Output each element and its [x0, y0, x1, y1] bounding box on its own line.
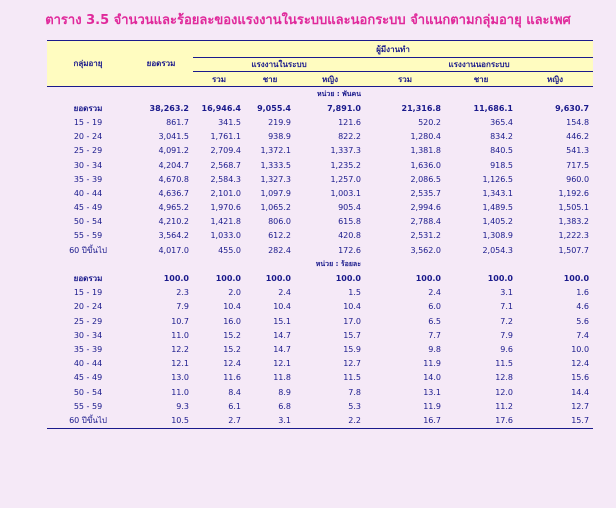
value-cell: 5.3 — [348, 401, 361, 411]
value-cell: 1,308.9 — [482, 231, 513, 241]
value-cell: 2,994.6 — [410, 203, 441, 213]
value-cell: 100.0 — [163, 274, 189, 284]
value-cell: 16.7 — [365, 413, 445, 428]
value-cell: 10.4 — [343, 302, 361, 312]
value-cell: 4,636.7 — [158, 188, 189, 198]
table-row-total — [47, 271, 593, 285]
value-cell: 1,372.1 — [260, 146, 291, 156]
value-cell: 21,316.8 — [401, 103, 441, 113]
age-group-cell: 20 - 24 — [73, 302, 103, 312]
value-cell: 2.7 — [193, 413, 245, 428]
value-cell: 10.5 — [129, 413, 193, 428]
value-cell: 3.1 — [500, 288, 513, 298]
value-cell: 11.6 — [223, 373, 241, 383]
age-group-cell: ยอดรวม — [73, 103, 103, 113]
value-cell: 6.0 — [428, 302, 441, 312]
table-row — [47, 286, 593, 300]
table-row — [47, 144, 593, 158]
unit-row — [47, 257, 593, 271]
unit-row — [47, 87, 593, 102]
header-informal-female: หญิง — [517, 72, 593, 87]
value-cell: 17.0 — [343, 316, 361, 326]
value-cell: 1,421.8 — [210, 217, 241, 227]
table-row — [47, 342, 593, 356]
age-group-cell: 15 - 19 — [73, 117, 103, 127]
header-total: ยอดรวม — [129, 41, 193, 87]
table-row — [47, 385, 593, 399]
value-cell: 2,788.4 — [410, 217, 441, 227]
value-cell: 2,568.7 — [210, 160, 241, 170]
value-cell: 4,204.7 — [158, 160, 189, 170]
value-cell: 14.4 — [571, 387, 590, 397]
value-cell: 1,383.2 — [558, 217, 590, 227]
table-body — [47, 87, 593, 429]
value-cell: 1,381.8 — [410, 146, 441, 156]
value-cell: 2.0 — [228, 288, 241, 298]
value-cell: 1,333.5 — [260, 160, 291, 170]
value-cell: 14.7 — [273, 344, 291, 354]
value-cell: 6.1 — [228, 401, 241, 411]
value-cell: 455.0 — [218, 245, 241, 255]
value-cell: 13.0 — [171, 373, 189, 383]
value-cell: 3.1 — [245, 413, 295, 428]
value-cell: 861.7 — [166, 117, 189, 127]
age-group-cell: 25 - 29 — [73, 316, 103, 326]
unit-label-percent: หน่วย : ร้อยละ — [315, 259, 361, 268]
value-cell: 1,033.0 — [210, 231, 241, 241]
value-cell: 918.5 — [490, 160, 513, 170]
table-row — [47, 300, 593, 314]
value-cell: 806.0 — [268, 217, 291, 227]
table-row — [47, 243, 593, 257]
value-cell: 10.7 — [171, 316, 189, 326]
value-cell: 1,505.1 — [558, 203, 590, 213]
table-row-total — [47, 101, 593, 115]
value-cell: 4,017.0 — [158, 245, 189, 255]
value-cell: 16,946.4 — [201, 103, 241, 113]
value-cell: 10.4 — [273, 302, 291, 312]
value-cell: 14.7 — [273, 330, 291, 340]
value-cell: 15.9 — [343, 344, 361, 354]
value-cell: 11,686.1 — [473, 103, 513, 113]
value-cell: 834.2 — [490, 132, 513, 142]
value-cell: 12.4 — [223, 359, 241, 369]
value-cell: 9,055.4 — [257, 103, 291, 113]
value-cell: 905.4 — [338, 203, 361, 213]
value-cell: 16.0 — [223, 316, 241, 326]
value-cell: 1,280.4 — [410, 132, 441, 142]
table-row — [47, 328, 593, 342]
table-row — [47, 229, 593, 243]
value-cell: 2,535.7 — [410, 188, 441, 198]
value-cell: 1,405.2 — [482, 217, 513, 227]
value-cell: 4,670.8 — [158, 174, 189, 184]
value-cell: 1,343.1 — [482, 188, 513, 198]
table-row — [47, 314, 593, 328]
value-cell: 2,086.5 — [410, 174, 441, 184]
age-group-cell: 30 - 34 — [73, 330, 103, 340]
table-header — [47, 41, 593, 87]
value-cell: 4,210.2 — [158, 217, 189, 227]
value-cell: 9.6 — [500, 344, 513, 354]
value-cell: 6.5 — [428, 316, 441, 326]
table-row — [47, 158, 593, 172]
value-cell: 420.8 — [338, 231, 361, 241]
age-group-cell: 40 - 44 — [73, 188, 103, 198]
age-group-cell: 35 - 39 — [73, 344, 103, 354]
value-cell: 9.8 — [428, 344, 441, 354]
value-cell: 1,636.0 — [410, 160, 441, 170]
table-row — [47, 413, 593, 428]
age-group-cell: 50 - 54 — [73, 217, 103, 227]
header-formal: แรงงานในระบบ — [193, 58, 365, 72]
value-cell: 717.5 — [566, 160, 590, 170]
age-group-cell: 60 ปีขึ้นไป — [47, 413, 129, 428]
table-row — [47, 172, 593, 186]
value-cell: 2.2 — [295, 413, 365, 428]
age-group-cell: 45 - 49 — [73, 203, 103, 213]
value-cell: 2.4 — [278, 288, 291, 298]
value-cell: 100.0 — [215, 274, 241, 284]
value-cell: 8.4 — [228, 387, 241, 397]
value-cell: 7.8 — [348, 387, 361, 397]
value-cell: 11.2 — [495, 401, 513, 411]
value-cell: 15.6 — [571, 373, 590, 383]
value-cell: 1.6 — [576, 288, 590, 298]
value-cell: 4,091.2 — [158, 146, 189, 156]
value-cell: 1,327.3 — [260, 174, 291, 184]
table-row — [47, 201, 593, 215]
table-row — [47, 115, 593, 129]
data-table-wrapper — [47, 40, 593, 429]
value-cell: 1,489.5 — [482, 203, 513, 213]
value-cell: 12.1 — [273, 359, 291, 369]
value-cell: 100.0 — [563, 274, 590, 284]
value-cell: 1,126.5 — [482, 174, 513, 184]
value-cell: 1,337.3 — [330, 146, 361, 156]
value-cell: 11.9 — [423, 359, 441, 369]
age-group-cell: 25 - 29 — [73, 146, 103, 156]
header-informal: แรงงานนอกระบบ — [365, 58, 593, 72]
value-cell: 1,507.7 — [558, 245, 590, 255]
value-cell: 219.9 — [268, 117, 291, 127]
value-cell: 7.4 — [576, 330, 590, 340]
value-cell: 15.7 — [517, 413, 593, 428]
age-group-cell: 30 - 34 — [73, 160, 103, 170]
value-cell: 8.9 — [278, 387, 291, 397]
value-cell: 9.3 — [176, 401, 189, 411]
table-row — [47, 186, 593, 200]
value-cell: 12.7 — [343, 359, 361, 369]
age-group-cell: ยอดรวม — [73, 274, 103, 284]
value-cell: 154.8 — [566, 117, 590, 127]
value-cell: 3,564.2 — [158, 231, 189, 241]
value-cell: 3,562.0 — [410, 245, 441, 255]
value-cell: 341.5 — [218, 117, 241, 127]
header-employed: ผู้มีงานทำ — [193, 41, 593, 58]
value-cell: 1,970.6 — [210, 203, 241, 213]
value-cell: 17.6 — [445, 413, 517, 428]
value-cell: 4,965.2 — [158, 203, 189, 213]
value-cell: 7.7 — [428, 330, 441, 340]
age-group-cell: 60 ปีขึ้นไป — [69, 245, 107, 255]
value-cell: 612.2 — [268, 231, 291, 241]
value-cell: 2.4 — [428, 288, 441, 298]
value-cell: 12.1 — [171, 359, 189, 369]
value-cell: 541.3 — [566, 146, 590, 156]
value-cell: 282.4 — [268, 245, 291, 255]
age-group-cell: 20 - 24 — [73, 132, 103, 142]
value-cell: 11.0 — [171, 330, 189, 340]
value-cell: 1,003.1 — [330, 188, 361, 198]
value-cell: 11.0 — [171, 387, 189, 397]
value-cell: 1,235.2 — [330, 160, 361, 170]
value-cell: 5.6 — [576, 316, 590, 326]
data-table — [47, 41, 593, 429]
value-cell: 15.1 — [273, 316, 291, 326]
unit-label-thousand: หน่วย : พันคน — [317, 89, 361, 98]
table-row — [47, 357, 593, 371]
value-cell: 15.2 — [223, 330, 241, 340]
value-cell: 7.2 — [500, 316, 513, 326]
value-cell: 446.2 — [566, 132, 590, 142]
value-cell: 615.8 — [338, 217, 361, 227]
value-cell: 11.5 — [495, 359, 513, 369]
value-cell: 2,709.4 — [210, 146, 241, 156]
age-group-cell: 55 - 59 — [73, 401, 103, 411]
header-age-group: กลุ่มอายุ — [47, 41, 129, 87]
value-cell: 14.0 — [423, 373, 441, 383]
value-cell: 822.2 — [338, 132, 361, 142]
value-cell: 11.8 — [273, 373, 291, 383]
value-cell: 12.4 — [571, 359, 590, 369]
value-cell: 1,761.1 — [210, 132, 241, 142]
value-cell: 365.4 — [490, 117, 513, 127]
header-informal-male: ชาย — [445, 72, 517, 87]
value-cell: 520.2 — [418, 117, 441, 127]
value-cell: 2.3 — [176, 288, 189, 298]
value-cell: 2,054.3 — [482, 245, 513, 255]
value-cell: 1,222.3 — [558, 231, 590, 241]
value-cell: 1.5 — [348, 288, 361, 298]
age-group-cell: 40 - 44 — [73, 359, 103, 369]
value-cell: 2,101.0 — [210, 188, 241, 198]
value-cell: 938.9 — [268, 132, 291, 142]
header-informal-total: รวม — [365, 72, 445, 87]
value-cell: 840.5 — [490, 146, 513, 156]
value-cell: 1,257.0 — [330, 174, 361, 184]
table-row — [47, 130, 593, 144]
value-cell: 11.9 — [423, 401, 441, 411]
value-cell: 2,531.2 — [410, 231, 441, 241]
age-group-cell: 35 - 39 — [73, 174, 103, 184]
value-cell: 9,630.7 — [555, 103, 590, 113]
value-cell: 38,263.2 — [149, 103, 189, 113]
value-cell: 1,097.9 — [260, 188, 291, 198]
value-cell: 12.7 — [571, 401, 590, 411]
value-cell: 7,891.0 — [327, 103, 361, 113]
age-group-cell: 55 - 59 — [73, 231, 103, 241]
value-cell: 100.0 — [415, 274, 441, 284]
value-cell: 1,065.2 — [260, 203, 291, 213]
table-row — [47, 371, 593, 385]
age-group-cell: 50 - 54 — [73, 387, 103, 397]
value-cell: 15.2 — [223, 344, 241, 354]
value-cell: 100.0 — [487, 274, 513, 284]
value-cell: 172.6 — [338, 245, 361, 255]
table-title: ตาราง 3.5 จำนวนและร้อยละของแรงงานในระบบและนอกระบบ จำแนกตามกลุ่มอายุ และเพศ — [45, 13, 571, 28]
value-cell: 12.0 — [495, 387, 513, 397]
value-cell: 100.0 — [335, 274, 361, 284]
value-cell: 960.0 — [566, 174, 590, 184]
value-cell: 6.8 — [278, 401, 291, 411]
value-cell: 2,584.3 — [210, 174, 241, 184]
value-cell: 11.5 — [343, 373, 361, 383]
value-cell: 4.6 — [576, 302, 590, 312]
value-cell: 7.9 — [176, 302, 189, 312]
value-cell: 7.1 — [500, 302, 513, 312]
value-cell: 1,192.6 — [558, 188, 590, 198]
value-cell: 12.2 — [171, 344, 189, 354]
header-formal-total: รวม — [193, 72, 245, 87]
value-cell: 100.0 — [265, 274, 291, 284]
age-group-cell: 15 - 19 — [73, 288, 103, 298]
table-row — [47, 215, 593, 229]
table-row — [47, 399, 593, 413]
value-cell: 13.1 — [423, 387, 441, 397]
value-cell: 121.6 — [338, 117, 361, 127]
value-cell: 12.8 — [495, 373, 513, 383]
value-cell: 7.9 — [500, 330, 513, 340]
value-cell: 3,041.5 — [158, 132, 189, 142]
header-formal-male: ชาย — [245, 72, 295, 87]
age-group-cell: 45 - 49 — [73, 373, 103, 383]
value-cell: 10.4 — [223, 302, 241, 312]
header-formal-female: หญิง — [295, 72, 365, 87]
value-cell: 10.0 — [571, 344, 590, 354]
value-cell: 15.7 — [343, 330, 361, 340]
